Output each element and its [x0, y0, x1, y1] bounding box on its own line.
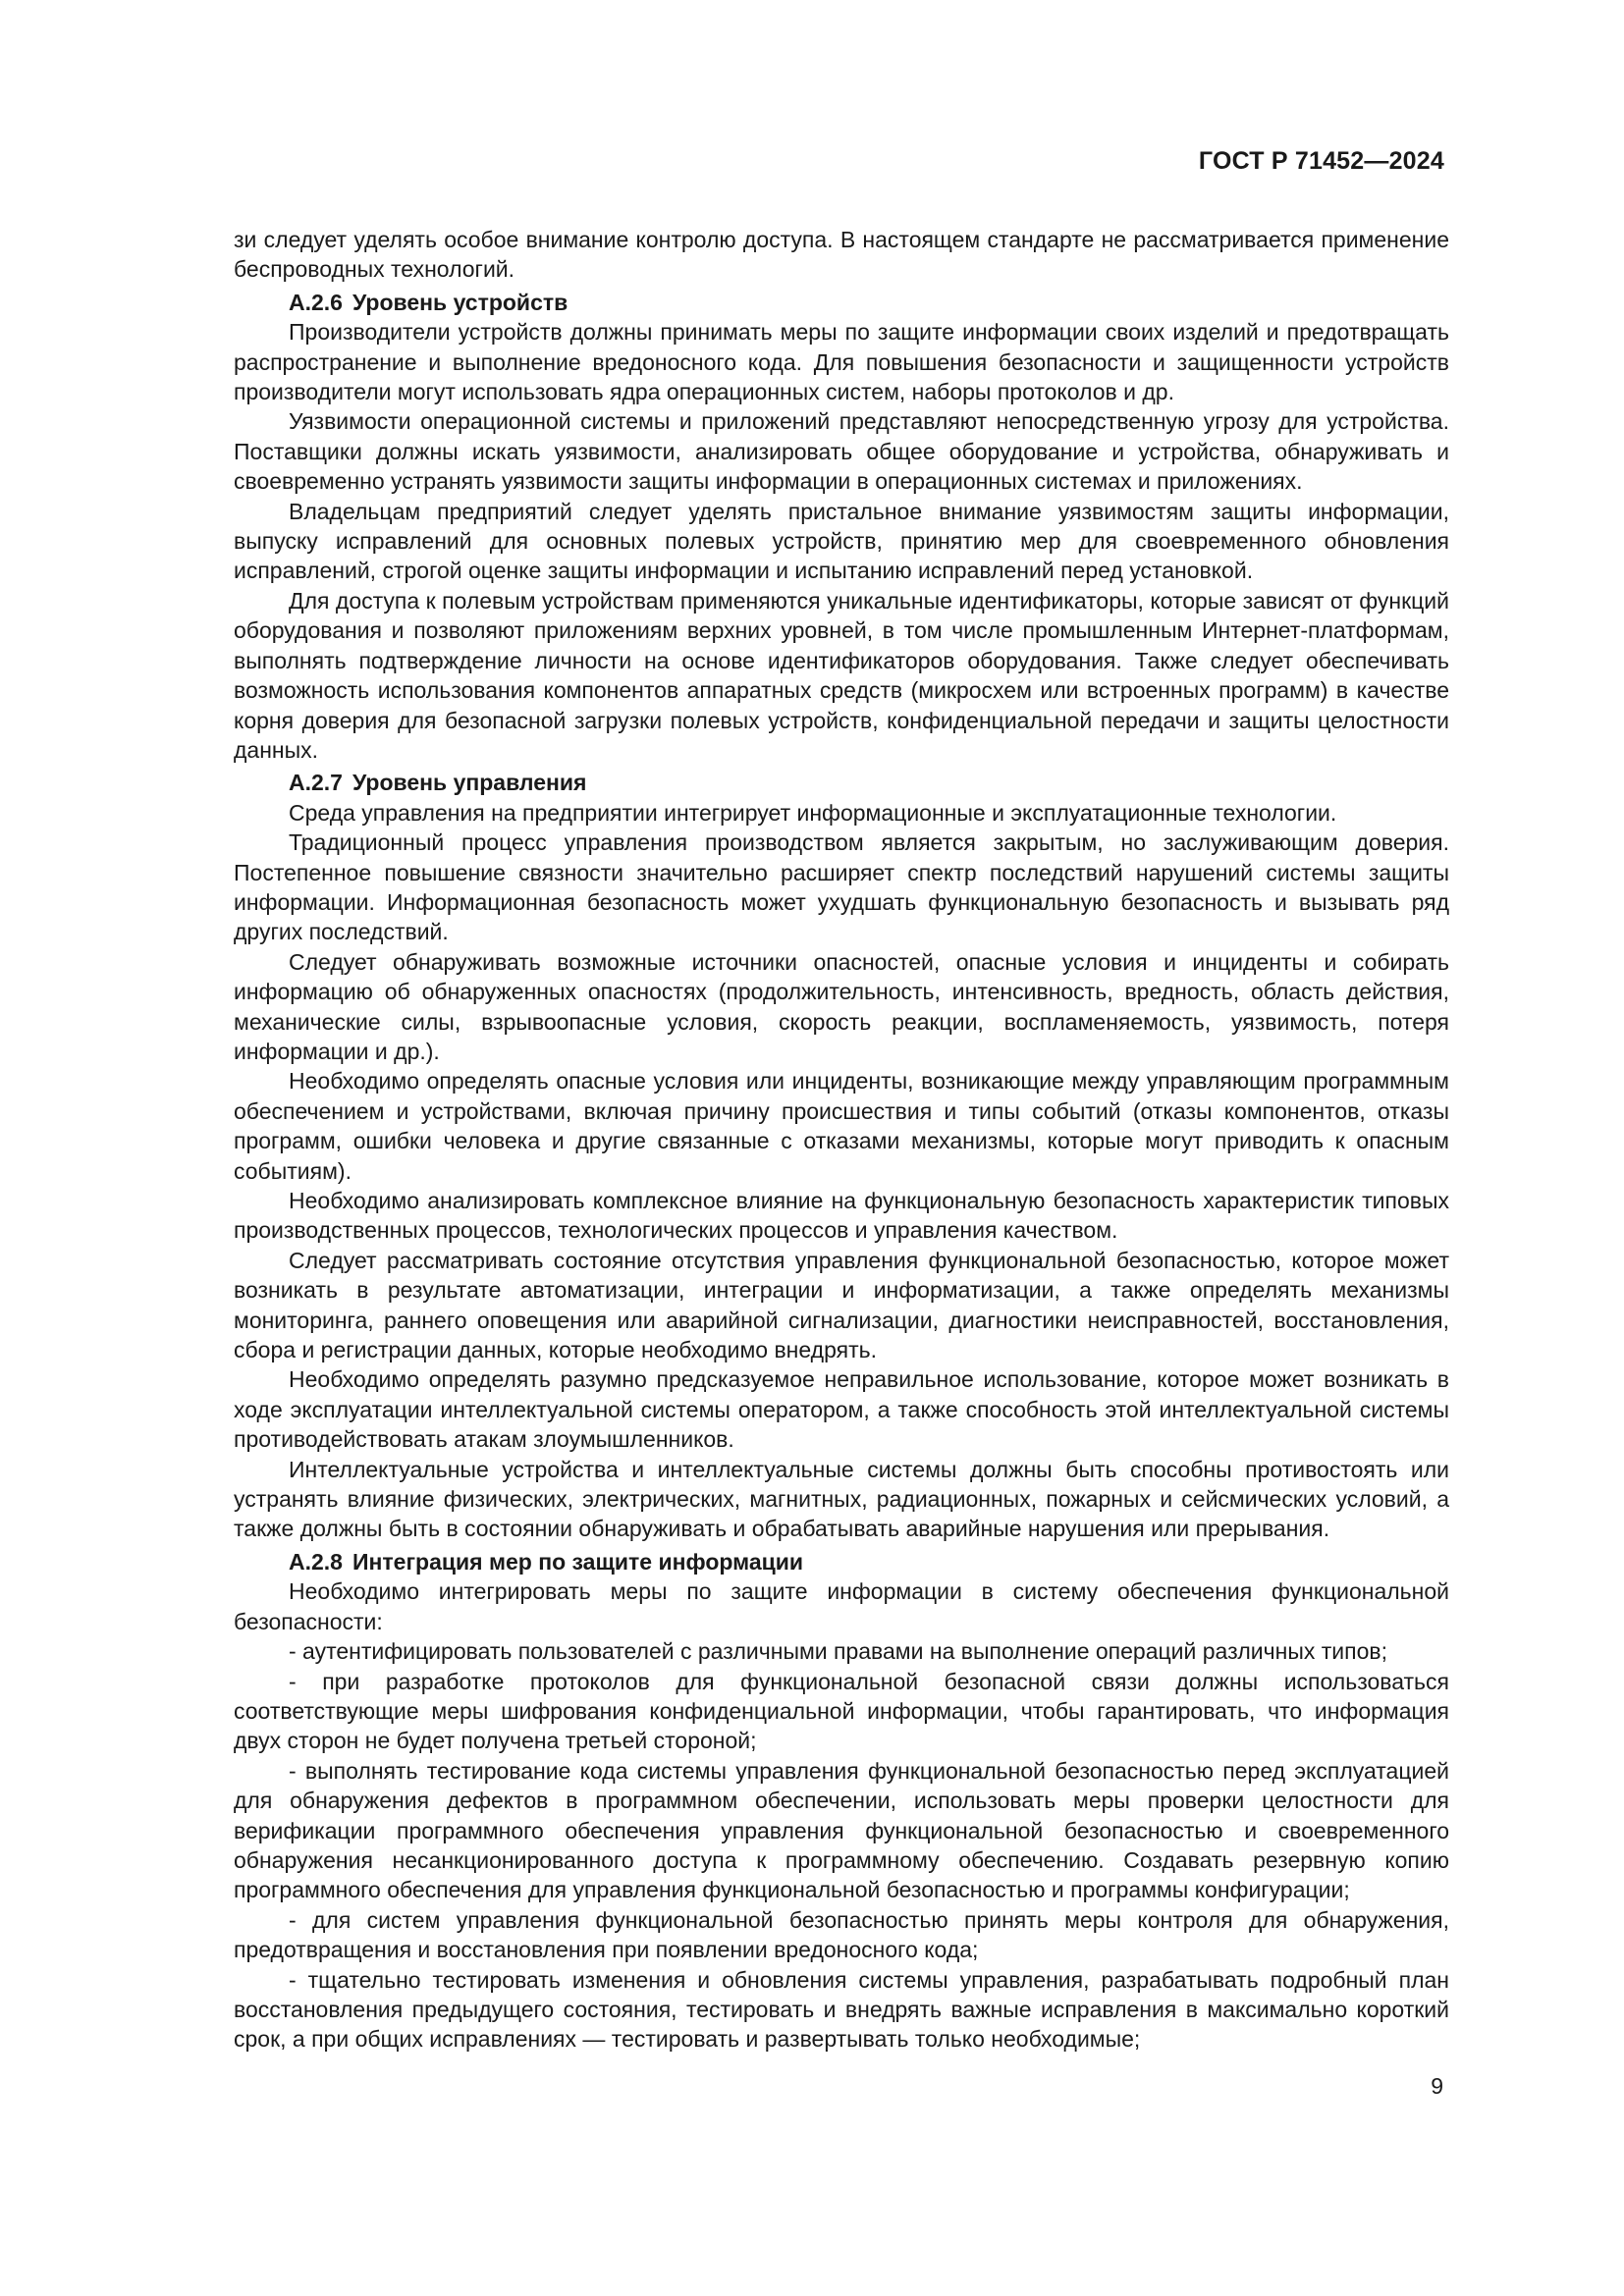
section-heading-a26	[234, 288, 1449, 317]
paragraph: Для доступа к полевым устройствам применяются уникальные идентификаторы, которые зависят от функций оборудования и позволяют приложениям верхних уровней, в том числе промышленным Интернет-платформам, выполнять подтверждение личности на основе идентификаторов оборудования. Также следует обеспечивать возможность использования компонентов аппаратных средств (микросхем или встроенных программ) в качестве корня доверия для безопасной загрузки полевых устройств, конфиденциальной передачи и защиты целостности данных.	[234, 587, 1449, 763]
paragraph: Необходимо интегрировать меры по защите информации в систему обеспечения функциональной безопасности:	[234, 1578, 1449, 1634]
page-content	[234, 225, 1449, 2055]
paragraph: Интеллектуальные устройства и интеллектуальные системы должны быть способны противостоять или устранять влияние физических, электрических, магнитных, радиационных, пожарных и сейсмических условий, а также должны быть в состоянии обнаруживать и обрабатывать аварийные нарушения или прерывания.	[234, 1456, 1449, 1542]
paragraph: Необходимо определять опасные условия или инциденты, возникающие между управляющим программным обеспечением и устройствами, включая причину происшествия и типы событий (отказы компонентов, отказы программ, ошибки человека и другие связанные с отказами механизмы, которые могут приводить к опасным событиям).	[234, 1068, 1449, 1184]
paragraph: Необходимо определять разумно предсказуемое неправильное использование, которое может возникать в ходе эксплуатации интеллектуальной системы оператором, а также способность этой интеллектуальной системы противодействовать атакам злоумышленников.	[234, 1366, 1449, 1453]
paragraph: Владельцам предприятий следует уделять пристальное внимание уязвимостям защиты информации, выпуску исправлений для основных полевых устройств, принятию мер для своевременного обновления исправлений, строгой оценке защиты информации и испытанию исправлений перед установкой.	[234, 498, 1449, 584]
section-title: Интеграция мер по защите информации	[352, 1548, 804, 1575]
list-item: - при разработке протоколов для функциональной безопасной связи должны использоваться соответствующие меры шифрования конфиденциальной информации, чтобы гарантировать, что информация двух сторон не будет получена третьей стороной;	[234, 1668, 1449, 1754]
paragraph: Производители устройств должны принимать меры по защите информации своих изделий и предотвращать распространение и выполнение вредоносного кода. Для повышения безопасности и защищенности устройств производители могут использовать ядра операционных систем, наборы протоколов и др.	[234, 319, 1449, 405]
section-number: А.2.8	[289, 1548, 343, 1575]
section-heading-a27	[234, 768, 1449, 797]
page-number: 9	[1431, 2073, 1443, 2099]
list-item: - для систем управления функциональной безопасностью принять меры контроля для обнаружения, предотвращения и восстановления при появлении вредоносного кода;	[234, 1906, 1449, 1963]
list-item: - аутентифицировать пользователей с различными правами на выполнение операций различных типов;	[289, 1638, 1387, 1665]
section-number: А.2.6	[289, 289, 343, 315]
list-item: - тщательно тестировать изменения и обновления системы управления, разрабатывать подробный план восстановления предыдущего состояния, тестировать и внедрять важные исправления в максимально короткий срок, а при общих исправлениях — тестировать и развертывать только необходимые;	[234, 1966, 1449, 2053]
document-code-header: ГОСТ Р 71452—2024	[1198, 147, 1444, 175]
intro-paragraph: зи следует уделять особое внимание контролю доступа. В настоящем стандарте не рассматривается применение беспроводных технологий.	[234, 227, 1449, 283]
paragraph: Традиционный процесс управления производством является закрытым, но заслуживающим доверия. Постепенное повышение связности значительно расширяет спектр последствий нарушений системы защиты информации. Информационная безопасность может ухудшать функциональную безопасность и вызывать ряд других последствий.	[234, 829, 1449, 945]
section-heading-a28	[234, 1547, 1449, 1576]
paragraph: Среда управления на предприятии интегрирует информационные и эксплуатационные технологии.	[289, 799, 1337, 826]
paragraph: Необходимо анализировать комплексное влияние на функциональную безопасность характеристик типовых производственных процессов, технологических процессов и управления качеством.	[234, 1188, 1449, 1244]
paragraph: Следует рассматривать состояние отсутствия управления функциональной безопасностью, которое может возникать в результате автоматизации, интеграции и информатизации, а также определять механизмы мониторинга, раннего оповещения или аварийной сигнализации, диагностики неисправностей, восстановления, сбора и регистрации данных, которые необходимо внедрять.	[234, 1247, 1449, 1363]
list-item: - выполнять тестирование кода системы управления функциональной безопасностью перед эксплуатацией для обнаружения дефектов в программном обеспечении, использовать меры проверки целостности для верификации программного обеспечения управления функциональной безопасностью и своевременного обнаружения несанкционированного доступа к программному обеспечению. Создавать резервную копию программного обеспечения для управления функциональной безопасностью и программы конфигурации;	[234, 1757, 1449, 1903]
section-title: Уровень устройств	[352, 289, 568, 315]
section-title: Уровень управления	[352, 770, 587, 796]
paragraph: Уязвимости операционной системы и приложений представляют непосредственную угрозу для устройства. Поставщики должны искать уязвимости, анализировать общее оборудование и устройства, обнаруживать и своевременно устранять уязвимости защиты информации в операционных системах и приложениях.	[234, 408, 1449, 495]
section-number: А.2.7	[289, 770, 343, 796]
paragraph: Следует обнаруживать возможные источники опасностей, опасные условия и инциденты и собирать информацию об обнаруженных опасностях (продолжительность, интенсивность, вредность, область действия, механические силы, взрывоопасные условия, скорость реакции, воспламеняемость, уязвимость, потеря информации и др.).	[234, 948, 1449, 1064]
